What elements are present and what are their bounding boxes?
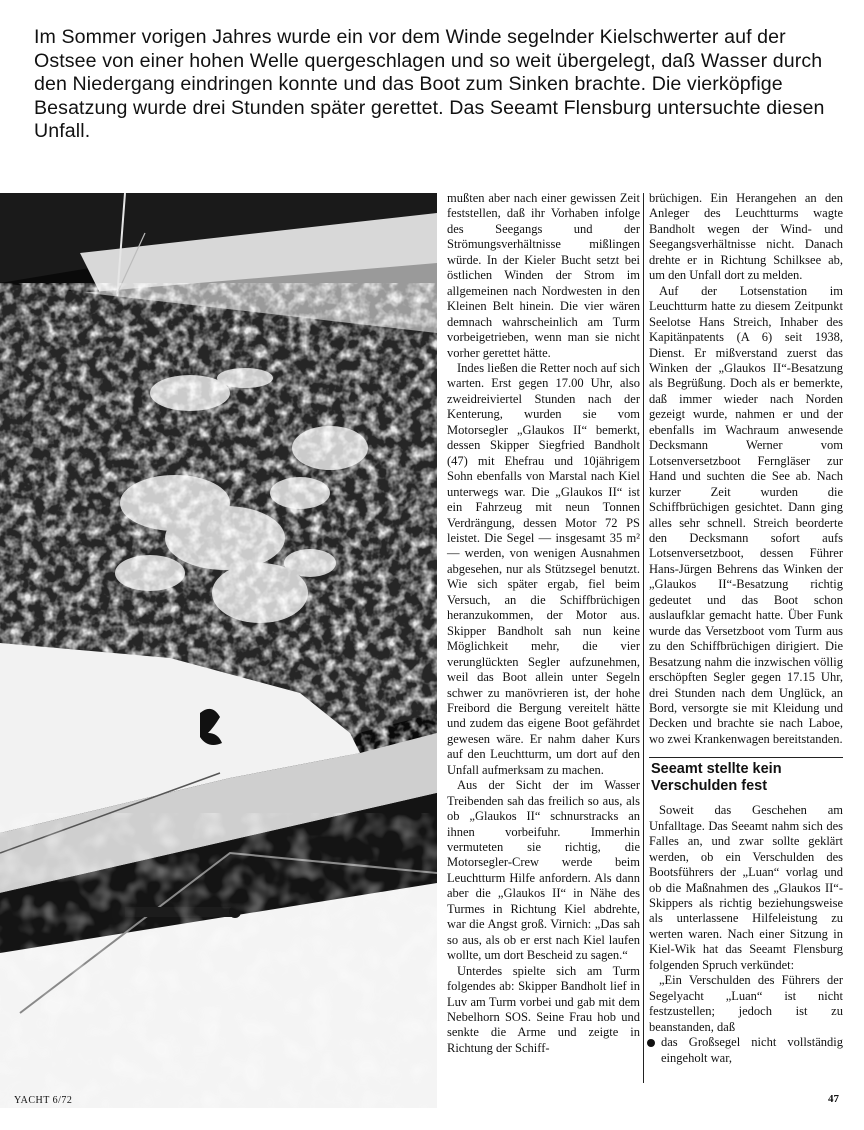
- column-divider: [643, 193, 644, 1083]
- lead-paragraph: Im Sommer vorigen Jahres wurde ein vor dem Winde segelnder Kielschwerter auf der Ostsee von einer hohen Welle quergeschlagen und so weit übergelegt, daß Wasser durch den Niedergang eindringen konnte und das Boot zum Sinken brachte. Die vierköpfige Besatzung wurde drei Stunden später gerettet. Das Seeamt Flensburg untersuchte diesen Unfall.: [34, 26, 825, 143]
- paragraph: Unterdes spielte sich am Turm folgendes ab: Skipper Bandholt lief in Luv am Turm vorbei und gab mit dem Nebelhorn SOS. Seine Frau hob und senkte die Arme und zeigte in Richtung der Schiff-: [447, 963, 640, 1055]
- article-column-2: [447, 191, 640, 1056]
- magazine-issue: YACHT 6/72: [14, 1095, 73, 1106]
- page-number: 47: [828, 1093, 839, 1105]
- article-column-3: [649, 191, 843, 1066]
- paragraph: „Ein Verschulden des Führers der Segelyacht „Luan“ ist nicht festzustellen; jedoch ist zu beanstanden, daß: [649, 973, 843, 1034]
- paragraph: Auf der Lotsenstation im Leuchtturm hatte zu diesem Zeitpunkt Seelotse Hans Streich, Inhaber des Kapitänpatents (A 6) seit 1938, Dienst. Er mißverstand zuerst das Winken der „Glaukos II“-Besatzung als Begrüßung. Doch als er bemerkte, daß immer wieder nach Norden gezeigt wurde, nahmen er und der ebenfalls im Wachraum anwesende Decksmann Werner vom Lotsenversetzboot Ferngläser zur Hand und suchten die See ab. Nach kurzer Zeit wurden die Schiffbrüchigen gesichtet. Dann ging alles sehr schnell. Streich beorderte den Decksmann sofort aufs Lotsenversetzboot, dessen Führer Hans-Jürgen Behrens das Winken der „Glaukos II“-Besatzung richtig gedeutet und das Boot schon auslaufklar gemacht hatte. Über Funk wurde das Versetzboot vom Turm aus zu den Schiffbrüchigen dirigiert. Die Besatzung nahm die inzwischen völlig erschöpften Segler gegen 17.15 Uhr, drei Stunden nach dem Unglück, an Bord, versorgte sie mit Kleidung und Decken und brachte sie nach Laboe, wo zwei Krankenwagen bereitstanden.: [649, 283, 843, 746]
- bullet-item: [649, 1035, 843, 1066]
- bullet-text: das Großsegel nicht vollständig eingeholt war,: [661, 1035, 843, 1065]
- paragraph: mußten aber nach einer gewissen Zeit feststellen, daß ihr Vorhaben infolge des Seegangs und der Strömungsverhältnisse mißlingen würde. In der Kieler Bucht setzt bei östlichen Winden der Strom im allgemeinen nach Nordwesten in den Kleinen Belt hinein. Die vier wären demnach wahrscheinlich am Turm vorbeigetrieben, wenn man sie nicht vorher gerettet hätte.: [447, 191, 640, 360]
- boat-photo: [0, 193, 437, 1108]
- section-subheading: Seeamt stellte kein Verschulden fest: [649, 757, 843, 795]
- paragraph: Indes ließen die Retter noch auf sich warten. Erst gegen 17.00 Uhr, also zweidreiviertel Stunden nach der Kenterung, wurden sie vom Motorsegler „Glaukos II“ bemerkt, dessen Skipper Siegfried Bandholt (47) mit Ehefrau und 10jährigem Sohn ebenfalls von Marstal nach Kiel unterwegs war. Die „Glaukos II“ ist ein Fahrzeug mit neun Tonnen Verdrängung, dessen Motor 72 PS leistet. Die Segel — insgesamt 35 m² — werden, von wenigen Ausnahmen abgesehen, nur als Stützsegel benutzt. Wie sich später ergab, fiel beim Versuch, an die Schiffbrüchigen heranzukommen, der Motor aus. Skipper Bandholt sah nun keine Möglichkeit mehr, die vier verunglückten Segler aufzunehmen, weil das Boot allein unter Segeln schwer zu manövrieren ist, der hohe Freibord die Bergung vereitelt hätte und zudem das eigene Boot gefährdet gewesen wäre. Er nahm daher Kurs auf den Leuchtturm, um dort auf den Unfall aufmerksam zu machen.: [447, 360, 640, 777]
- paragraph: brüchigen. Ein Herangehen an den Anleger des Leuchtturms wagte Bandholt wegen der Wind- und Seegangsverhältnisse nicht. Danach drehte er in Richtung Schilksee ab, um den Unfall dort zu melden.: [649, 191, 843, 283]
- paragraph: Aus der Sicht der im Wasser Treibenden sah das freilich so aus, als ob „Glaukos II“ schnurstracks an ihnen vorbeifuhr. Immerhin vermuteten sie richtig, die Motorsegler-Crew werde beim Leuchtturm Hilfe anfordern. Als dann aber die „Glaukos II“ in Nähe des Turmes in Richtung Kiel abdrehte, war die Angst groß. Virnich: „Das sah so aus, als ob er erst nach Kiel laufen wollte, um dort Bescheid zu sagen.“: [447, 778, 640, 963]
- paragraph: Soweit das Geschehen am Unfalltage. Das Seeamt nahm sich des Falles an, und zwar sollte geklärt werden, ob ein Verschulden des Bootsführers der „Luan“ vorlag und ob die Maßnahmen des „Glaukos II“-Skippers als richtig beziehungsweise als unterlassene Hilfeleistung zu werten waren. Nach einer Sitzung in Kiel-Wik hat das Seeamt Flensburg folgenden Spruch verkündet:: [649, 803, 843, 972]
- bullet-dot-icon: [647, 1039, 655, 1047]
